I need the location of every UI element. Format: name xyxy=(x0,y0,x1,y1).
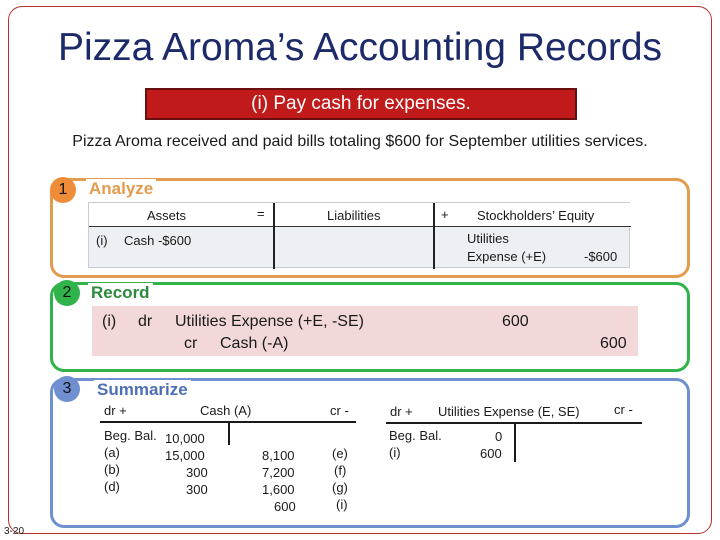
liabilities-header: Liabilities xyxy=(327,208,381,223)
cash-dr-label: dr + xyxy=(104,403,127,418)
journal-debit-amount: 600 xyxy=(502,313,529,330)
expense-left-amount-1: 600 xyxy=(480,446,502,461)
journal-ref: (i) xyxy=(102,313,117,330)
step-analyze-label: Analyze xyxy=(86,179,156,199)
equity-header: Stockholders’ Equity xyxy=(477,208,595,223)
page-number: 3-20 xyxy=(4,526,25,537)
transaction-banner: (i) Pay cash for expenses. xyxy=(145,88,577,120)
cash-left-ref-3: (d) xyxy=(104,479,120,494)
cash-right-amount-3: 600 xyxy=(274,499,296,514)
expense-dr-label: dr + xyxy=(390,404,413,419)
equation-row-ref: (i) xyxy=(96,233,108,248)
cash-right-amount-0: 8,100 xyxy=(262,448,295,463)
expense-left-ref-1: (i) xyxy=(389,445,401,460)
accounting-equation-table xyxy=(88,202,630,268)
assets-header: Assets xyxy=(147,208,187,223)
expense-left-ref-0: Beg. Bal. xyxy=(389,428,442,443)
expense-t-account-center-line xyxy=(514,422,516,462)
cash-right-amount-2: 1,600 xyxy=(262,482,295,497)
journal-debit-account: Utilities Expense (+E, -SE) xyxy=(175,313,364,330)
equity-entry-line2: Expense (+E) xyxy=(467,249,547,264)
step-summarize-label: Summarize xyxy=(94,380,191,400)
cash-left-ref-2: (b) xyxy=(104,462,120,477)
expense-cr-label: cr - xyxy=(614,402,633,417)
cash-left-amount-3: 300 xyxy=(186,482,208,497)
journal-credit-amount: 600 xyxy=(600,335,627,352)
step-2-badge: 2 xyxy=(54,280,80,306)
cash-account-title: Cash (A) xyxy=(200,403,252,418)
equation-divider-liabilities xyxy=(433,203,435,269)
journal-entry-box xyxy=(92,306,638,356)
cash-right-ref-0: (e) xyxy=(332,446,348,461)
cash-left-amount-2: 300 xyxy=(186,465,208,480)
step-record-label: Record xyxy=(88,283,153,303)
slide-title: Pizza Aroma’s Accounting Records xyxy=(57,26,663,69)
equity-amount: -$600 xyxy=(584,249,618,264)
equation-divider-assets xyxy=(273,203,275,269)
cash-left-amount-0: 10,000 xyxy=(165,431,205,446)
cash-left-amount-1: 15,000 xyxy=(165,448,205,463)
journal-cr-label: cr xyxy=(184,335,198,352)
cash-left-ref-1: (a) xyxy=(104,445,120,460)
expense-left-amount-0: 0 xyxy=(495,429,503,444)
transaction-description: Pizza Aroma received and paid bills totaling $600 for September utilities services. xyxy=(72,133,648,150)
cash-right-ref-1: (f) xyxy=(334,463,347,478)
cash-cr-label: cr - xyxy=(330,403,349,418)
expense-account-title: Utilities Expense (E, SE) xyxy=(438,404,580,419)
journal-dr-label: dr xyxy=(138,313,153,330)
cash-left-ref-0: Beg. Bal. xyxy=(104,428,157,443)
plus-sign: + xyxy=(441,207,449,222)
journal-credit-account: Cash (-A) xyxy=(220,335,289,352)
cash-right-amount-1: 7,200 xyxy=(262,465,295,480)
equals-sign: = xyxy=(257,206,265,221)
asset-entry: Cash -$600 xyxy=(124,233,192,248)
step-1-badge: 1 xyxy=(50,177,76,203)
cash-t-account-center-line xyxy=(228,421,230,445)
equity-entry-line1: Utilities xyxy=(467,231,509,246)
cash-right-ref-3: (i) xyxy=(336,497,348,512)
summarize-box xyxy=(50,378,690,528)
step-3-badge: 3 xyxy=(54,376,80,402)
cash-right-ref-2: (g) xyxy=(332,480,348,495)
